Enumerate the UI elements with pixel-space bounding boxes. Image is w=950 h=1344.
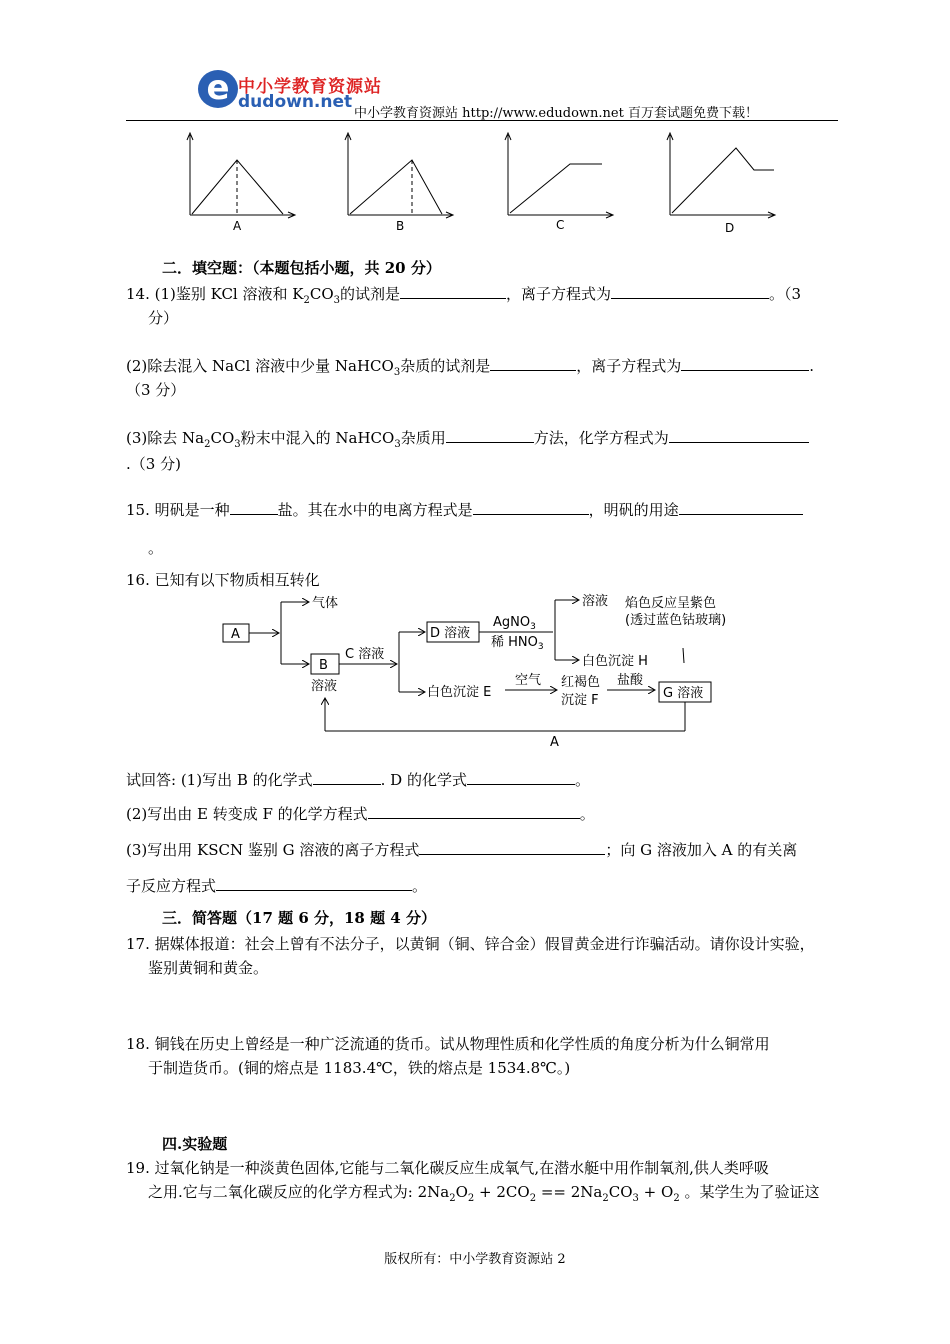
label-agno3: AgNO$_3$ <box>493 615 536 632</box>
label-cobalt-glass: (透过蓝色钴玻璃) <box>625 613 727 628</box>
label-white-h: 白色沉淀 H <box>582 654 648 669</box>
label-gas: 气体 <box>312 596 339 611</box>
graph-c <box>505 133 613 218</box>
q15-line: 15. 明矾是一种 盐。其在水中的电离方程式是 ，明矾的用途 <box>126 498 842 522</box>
section2-title: 二．填空题：（本题包括小题，共 20 分） <box>162 259 441 277</box>
q16-q2: (2)写出由 E 转变成 F 的化学方程式 。 <box>126 805 595 823</box>
logo-e-icon: e <box>198 70 238 108</box>
label-red-brown: 红褐色 <box>561 675 601 690</box>
label-flame-purple: 焰色反应呈紫色 <box>625 596 717 611</box>
logo-en-text: dudown.net <box>238 92 353 112</box>
q17-line1: 17. 据媒体报道：社会上曾有不法分子，以黄铜（铜、锌合金）假冒黄金进行诈骗活动。请你设计实验， <box>126 935 815 953</box>
graph-label-b: B <box>396 219 405 233</box>
label-white-e: 白色沉淀 E <box>427 685 492 700</box>
q14-part2: (2)除去混入 NaCl 溶液中少量 NaHCO$_3$杂质的试剂是 ，离子方程式为 . <box>126 357 815 378</box>
graph-b <box>345 133 453 218</box>
label-air: 空气 <box>515 673 542 688</box>
label-b: B <box>319 658 328 673</box>
q18-line1: 18. 铜钱在历史上曾经是一种广泛流通的货币。试从物理性质和化学性质的角度分析为什么铜常用 <box>126 1035 770 1053</box>
label-b-solution: 溶液 <box>311 679 338 694</box>
section3-title: 三．简答题（17 题 6 分，18 题 4 分） <box>162 909 436 927</box>
graph-a <box>187 133 295 218</box>
graph-label-c: C <box>556 218 565 232</box>
section4-title: 四.实验题 <box>162 1135 228 1153</box>
q17-line2: 鉴别黄铜和黄金。 <box>148 959 269 977</box>
page-footer: 版权所有：中小学教育资源站 2 <box>384 1252 566 1267</box>
logo-cn-text: 中小学教育资源站 <box>238 77 382 97</box>
q19-line2: 之用.它与二氧化碳反应的化学方程式为: $2Na_2O_2 + 2CO_2 == 2Na_2CO_3 + O_2$ 。某学生为了验证这 <box>148 1183 820 1204</box>
q14-part3-score: .（3 分) <box>126 455 181 473</box>
label-precip-f: 沉淀 F <box>561 693 599 708</box>
q16-q1: 试回答: (1)写出 B 的化学式 . D 的化学式 。 <box>126 771 590 789</box>
label-g-solution: G 溶液 <box>663 686 704 701</box>
q14-part1: 14. (1)鉴别 KCl 溶液和 $K_2CO_3$的试剂是 ，离子方程式为 。（3 <box>126 285 802 306</box>
q16-title: 16. 已知有以下物质相互转化 <box>126 571 320 589</box>
label-solution: 溶液 <box>582 594 609 609</box>
q16-flow-diagram <box>215 588 775 753</box>
label-hno3: 稀 $HNO_3$ <box>491 635 544 652</box>
label-d-solution: D 溶液 <box>430 626 471 641</box>
q19-line1: 19. 过氧化钠是一种淡黄色固体,它能与二氧化碳反应生成氧气,在潜水艇中用作制氧剂,供人类呼吸 <box>126 1159 769 1177</box>
q15-end: 。 <box>148 539 164 557</box>
graph-label-d: D <box>725 221 735 235</box>
graphs-figure <box>180 130 780 240</box>
header-text: 中小学教育资源站 http://www.edudown.net 百万套试题免费下载！ <box>354 106 758 121</box>
label-c-solution: C 溶液 <box>345 647 385 662</box>
q16-q3-cont: 子反应方程式 。 <box>126 877 428 895</box>
label-bottom-a: A <box>550 735 559 750</box>
label-a: A <box>231 627 240 642</box>
label-hcl: 盐酸 <box>617 673 644 688</box>
q14-part3: (3)除去 $Na_2CO_3$粉末中混入的 NaHCO$_3$杂质用 方法，化学方程式为 <box>126 426 842 457</box>
graph-d <box>667 133 775 218</box>
q18-line2: 于制造货币。(铜的熔点是 1183.4℃，铁的熔点是 1534.8℃。) <box>148 1059 571 1077</box>
graph-label-a: A <box>233 219 242 233</box>
q14-part2-score: （3 分） <box>126 381 186 399</box>
q16-q3: (3)写出用 KSCN 鉴别 G 溶液的离子方程式 ；向 G 溶液加入 A 的有关离 <box>126 841 798 859</box>
q14-part1-score: 分） <box>148 309 179 327</box>
header-rule <box>126 120 838 121</box>
